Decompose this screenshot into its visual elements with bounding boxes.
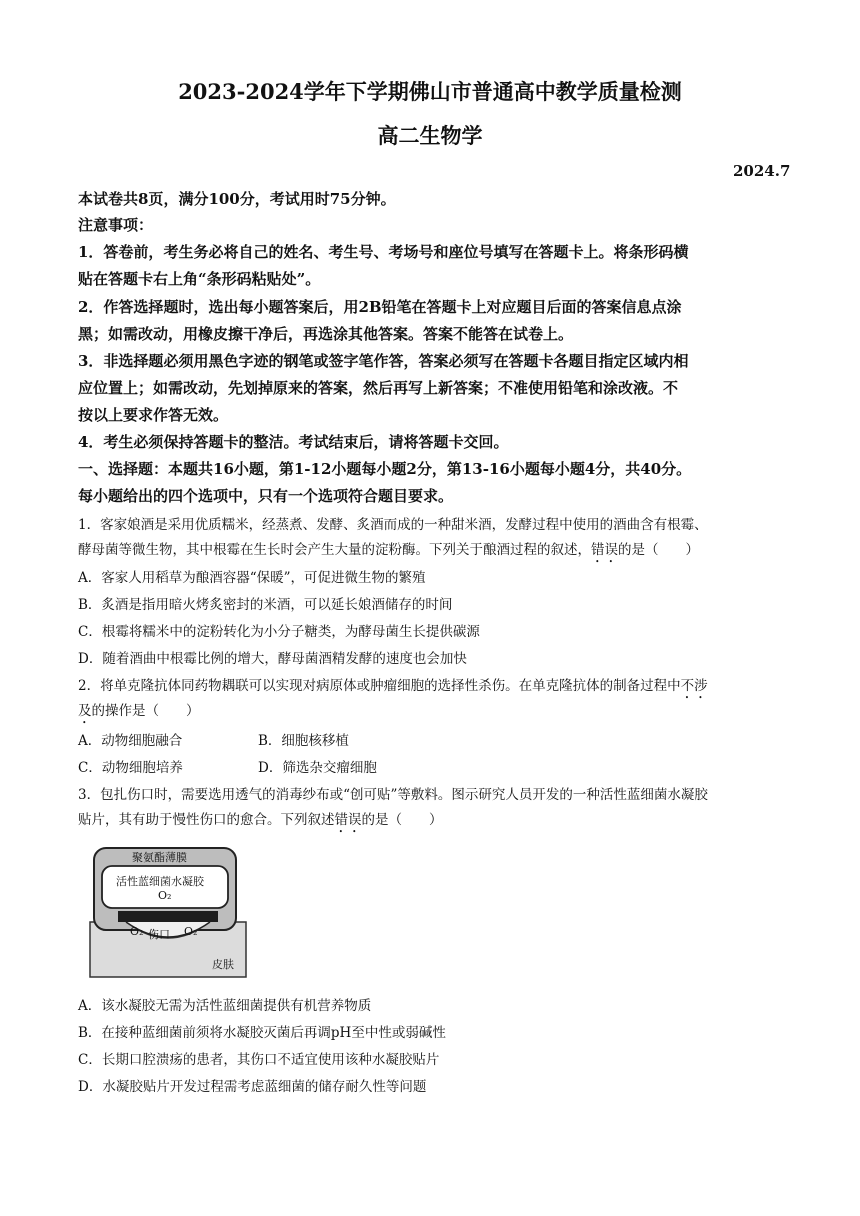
q3-option-d: D．水凝胶贴片开发过程需考虑蓝细菌的储存耐久性等问题 (78, 1079, 427, 1095)
q1-stem-line-1: 1．客家娘酒是采用优质糯米，经蒸煮、发酵、炙酒而成的一种甜米酒，发酵过程中使用的酒曲含有根霉、 (78, 517, 708, 533)
subject-title: 高二生物学 (377, 123, 483, 148)
notice-4: 4．考生必须保持答题卡的整洁。考试结束后，请将答题卡交回。 (78, 433, 509, 451)
notice-3-line-2: 应位置上；如需改动，先划掉原来的答案，然后再写上新答案；不准使用铅笔和涂改液。不 (78, 379, 679, 397)
q3-stem-line-2: 贴片，其有助于慢性伤口的愈合。下列叙述错误的是（ ） (78, 812, 443, 828)
exam-date: 2024.7 (733, 162, 791, 180)
q2-option-b: B．细胞核移植 (258, 733, 349, 749)
q3-stem-line-1: 3．包扎伤口时，需要选用透气的消毒纱布或“创可贴”等敷料。图示研究人员开发的一种活性蓝细菌水凝胶 (78, 787, 708, 803)
q1-option-d: D．随着酒曲中根霉比例的增大，酵母菌酒精发酵的速度也会加快 (78, 651, 467, 667)
notice-3-line-3: 按以上要求作答无效。 (78, 406, 229, 424)
q2-emphasis-2: 及 (78, 703, 92, 719)
q2-option-a: A．动物细胞融合 (78, 733, 183, 749)
o2-top-label: O₂ (158, 889, 172, 902)
q2-stem-line-2: 及的操作是（ ） (78, 703, 200, 719)
adhesive-strip (118, 911, 218, 922)
q1-stem-line-2: 酵母菌等微生物，其中根霉在生长时会产生大量的淀粉酶。下列关于酿酒过程的叙述，错误的是（ ） (78, 542, 699, 558)
notice-2-line-2: 黑；如需改动，用橡皮擦干净后，再选涂其他答案。答案不能答在试卷上。 (78, 325, 574, 343)
exam-info: 本试卷共8页，满分100分，考试用时75分钟。 (78, 190, 396, 208)
notice-3-line-1: 3．非选择题必须用黑色字迹的钢笔或签字笔作答，答案必须写在答题卡各题目指定区域内相 (78, 352, 689, 370)
q1-option-b: B．炙酒是指用暗火烤炙密封的米酒，可以延长娘酒储存的时间 (78, 597, 453, 613)
q3-option-b: B．在接种蓝细菌前须将水凝胶灭菌后再调pH至中性或弱碱性 (78, 1025, 446, 1041)
hydrogel-patch-figure (88, 842, 248, 980)
notice-1-line-2: 贴在答题卡右上角“条形码粘贴处”。 (78, 270, 321, 288)
q2-stem-line-1: 2．将单克隆抗体同药物耦联可以实现对病原体或肿瘤细胞的选择性杀伤。在单克隆抗体的制备过程中不涉 (78, 678, 708, 694)
q1-emphasis: 错误 (591, 542, 618, 558)
wound-label: 伤口 (148, 928, 170, 941)
exam-title: 2023-2024学年下学期佛山市普通高中教学质量检测 (178, 79, 682, 104)
notice-1-line-1: 1．答卷前，考生务必将自己的姓名、考生号、考场号和座位号填写在答题卡上。将条形码横 (78, 243, 689, 261)
notice-2-line-1: 2．作答选择题时，选出每小题答案后，用2B铅笔在答题卡上对应题目后面的答案信息点涂 (78, 298, 682, 316)
q3-option-a: A．该水凝胶无需为活性蓝细菌提供有机营养物质 (78, 998, 372, 1014)
section-1-heading-line-1: 一、选择题：本题共16小题，第1-12小题每小题2分，第13-16小题每小题4分，共40分。 (78, 460, 692, 478)
skin-label: 皮肤 (212, 958, 234, 971)
section-1-heading-line-2: 每小题给出的四个选项中，只有一个选项符合题目要求。 (78, 487, 454, 505)
notice-heading: 注意事项： (78, 216, 154, 234)
o2-left-label: O₂ (130, 925, 144, 938)
q2-option-c: C．动物细胞培养 (78, 760, 183, 776)
q3-emphasis: 错误 (334, 812, 362, 828)
q2-option-d: D．筛选杂交瘤细胞 (258, 760, 377, 776)
q1-option-a: A．客家人用稻草为酿酒容器“保暖”，可促进微生物的繁殖 (78, 570, 426, 586)
film-label: 聚氨酯薄膜 (132, 851, 187, 864)
q1-option-c: C．根霉将糯米中的淀粉转化为小分子糖类，为酵母菌生长提供碳源 (78, 624, 480, 640)
gel-label: 活性蓝细菌水凝胶 (116, 875, 204, 888)
q3-option-c: C．长期口腔溃疡的患者，其伤口不适宜使用该种水凝胶贴片 (78, 1052, 440, 1068)
o2-right-label: O₂ (184, 925, 198, 938)
q2-emphasis-1: 不涉 (680, 678, 708, 694)
